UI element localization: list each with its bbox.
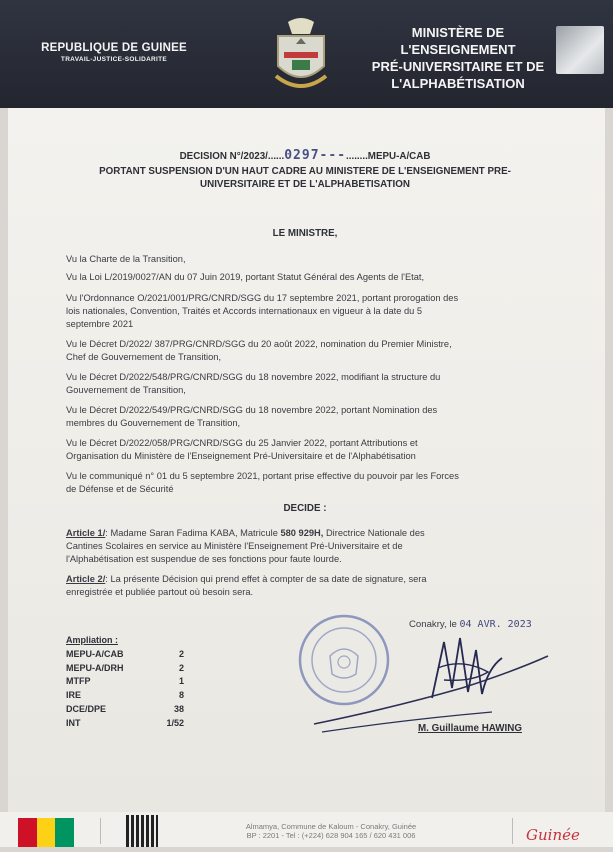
decision-number-line bbox=[40, 150, 570, 164]
consideration-line: de Défense et de Sécurité bbox=[66, 484, 174, 494]
decision-title bbox=[40, 166, 570, 191]
footer-brand-logo: Guinée bbox=[526, 826, 580, 844]
article-2-line: enregistrée et publiée partout où besoin sera. bbox=[66, 587, 254, 597]
ampliation-recipient: MTFP bbox=[66, 676, 91, 687]
ampliation-count: 38 bbox=[173, 703, 184, 714]
decide-heading: DECIDE : bbox=[283, 503, 327, 514]
minister-heading: LE MINISTRE, bbox=[272, 228, 338, 239]
footer-address bbox=[176, 822, 486, 840]
ampliation-recipient: MEPU-A/CAB bbox=[66, 648, 124, 659]
decision-prefix: DECISION N°/2023/...... bbox=[179, 151, 285, 162]
signatory-name: M. Guillaume HAWING bbox=[418, 723, 522, 734]
article-1-line: l'Alphabétisation est suspendue de ses fonctions pour faute lourde. bbox=[66, 554, 342, 564]
ampliation-row bbox=[66, 675, 184, 689]
consideration-line: Vu le Décret D/2022/058/PRG/CNRD/SGG du 25 Janvier 2022, portant Attributions et bbox=[66, 438, 418, 448]
ministry-line: L'ALPHABÉTISATION bbox=[391, 76, 525, 91]
republic-block bbox=[34, 42, 194, 63]
title-line: UNIVERSITAIRE ET DE L'ALPHABETISATION bbox=[200, 178, 410, 190]
consideration-line: Vu le Décret D/2022/ 387/PRG/CNRD/SGG du 20 août 2022, nomination du Premier Ministre, bbox=[66, 339, 452, 349]
decision-suffix: ........MEPU-A/CAB bbox=[346, 151, 431, 162]
ampliation-list bbox=[66, 634, 184, 731]
article-2-text: : La présente Décision qui prend effet à compter de sa date de signature, sera bbox=[105, 574, 427, 584]
coat-of-arms-icon bbox=[270, 14, 332, 94]
footer-divider bbox=[512, 818, 513, 844]
qr-code-icon bbox=[126, 815, 158, 847]
flag-yellow-stripe bbox=[37, 818, 56, 847]
ampliation-row bbox=[66, 703, 184, 717]
ampliation-count: 8 bbox=[178, 690, 184, 701]
letterhead-banner bbox=[0, 0, 613, 108]
handwritten-number: 0297--- bbox=[284, 148, 347, 163]
ampliation-count: 1/52 bbox=[166, 717, 184, 728]
signature-icon bbox=[312, 628, 552, 738]
flag-red-stripe bbox=[18, 818, 37, 847]
consideration-line: Vu le Décret D/2022/548/PRG/CNRD/SGG du 18 novembre 2022, modifiant la structure du bbox=[66, 372, 441, 382]
consideration-line: lois nationales, Convention, Traités et Accords internationaux en vigueur à la date du 5 bbox=[66, 306, 423, 316]
republic-name: REPUBLIQUE DE GUINEE bbox=[41, 42, 187, 54]
article-1 bbox=[66, 527, 425, 539]
ampliation-recipient: DCE/DPE bbox=[66, 703, 107, 714]
ministry-name bbox=[360, 24, 556, 92]
republic-motto: TRAVAIL-JUSTICE-SOLIDARITE bbox=[60, 56, 168, 63]
ampliation-row bbox=[66, 717, 184, 731]
article-1-text-b: Directrice Nationale des bbox=[323, 528, 425, 538]
matricule: 580 929H, bbox=[280, 528, 324, 538]
ministry-line: PRÉ-UNIVERSITAIRE ET DE bbox=[371, 59, 545, 74]
title-line: PORTANT SUSPENSION D'UN HAUT CADRE AU MINISTERE DE L'ENSEIGNEMENT PRE- bbox=[99, 166, 511, 177]
consideration-line: Organisation du Ministère de l'Enseignement Pré-Universitaire et de l'Alphabétisation bbox=[66, 451, 416, 461]
consideration-line: Vu l'Ordonnance O/2021/001/PRG/CNRD/SGG du 17 septembre 2021, portant prorogation des bbox=[66, 293, 459, 303]
ampliation-row bbox=[66, 689, 184, 703]
place: Conakry, le bbox=[409, 619, 457, 630]
ampliation-row bbox=[66, 648, 184, 662]
date-stamp: 04 AVR. 2023 bbox=[459, 619, 532, 630]
consideration-line: septembre 2021 bbox=[66, 319, 134, 329]
ampliation-count: 2 bbox=[178, 648, 184, 659]
ministry-line: MINISTÈRE DE L'ENSEIGNEMENT bbox=[400, 25, 516, 57]
ampliation-count: 2 bbox=[178, 662, 184, 673]
article-2 bbox=[66, 573, 427, 585]
consideration-line: Vu le communiqué n° 01 du 5 septembre 2021, portant prise effective du pouvoir par les Forces bbox=[66, 471, 459, 481]
consideration-line: Vu le Décret D/2022/549/PRG/CNRD/SGG du 18 novembre 2022, portant Nomination des bbox=[66, 405, 438, 415]
ampliation-title: Ampliation : bbox=[66, 635, 118, 645]
article-1-line: Cantines Scolaires en service au Ministère l'Enseignement Pré-Universitaire et de bbox=[66, 541, 403, 551]
consideration-line: membres du Gouvernement de Transition, bbox=[66, 418, 241, 428]
consideration-line: Vu la Charte de la Transition, bbox=[66, 254, 186, 264]
footer-divider bbox=[100, 818, 101, 844]
footer-address-line: Almamya, Commune de Kaloum - Conakry, Guinée bbox=[245, 822, 417, 831]
ampliation-recipient: INT bbox=[66, 717, 81, 728]
article-1-label: Article 1/ bbox=[66, 528, 106, 538]
article-1-text: : Madame Saran Fadima KABA, Matricule bbox=[105, 528, 281, 538]
ampliation-recipient: MEPU-A/DRH bbox=[66, 662, 124, 673]
footer-address-line: BP : 2201 - Tel : (+224) 628 904 165 / 620 431 006 bbox=[246, 831, 416, 840]
ampliation-count: 1 bbox=[178, 676, 184, 687]
hologram-sticker bbox=[556, 26, 604, 74]
ampliation-recipient: IRE bbox=[66, 690, 82, 701]
flag-green-stripe bbox=[55, 818, 74, 847]
consideration-line: Vu la Loi L/2019/0027/AN du 07 Juin 2019, portant Statut Général des Agents de l'Etat, bbox=[66, 272, 425, 282]
consideration-line: Chef de Gouvernement de Transition, bbox=[66, 352, 222, 362]
guinea-flag-icon bbox=[18, 818, 74, 847]
consideration-line: Gouvernement de Transition, bbox=[66, 385, 186, 395]
article-2-label: Article 2/ bbox=[66, 574, 106, 584]
ampliation-row bbox=[66, 662, 184, 676]
